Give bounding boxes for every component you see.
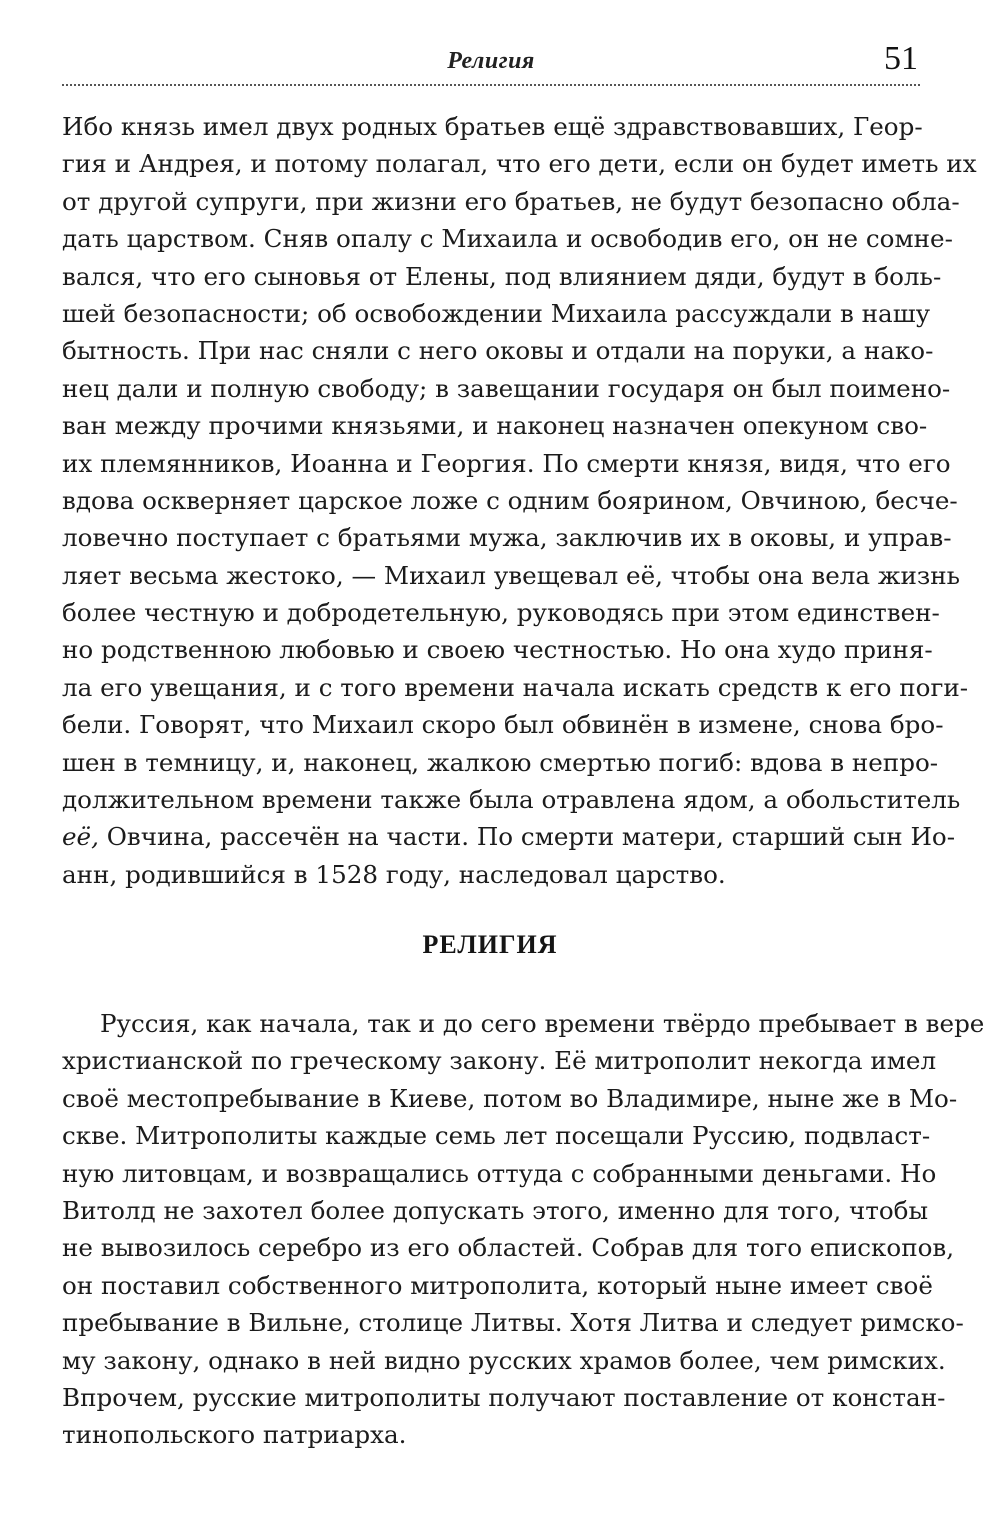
text-line: дать царством. Сняв опалу с Михаила и освободив его, он не сомне- xyxy=(62,224,953,254)
text-line: му закону, однако в ней видно русских храмов более, чем римских. xyxy=(62,1345,946,1375)
text-line: своё местопребывание в Киеве, потом во Владимире, ныне же в Мо- xyxy=(62,1083,958,1113)
text-line: ван между прочими князьями, и наконец назначен опекуном сво- xyxy=(62,411,928,441)
text-line: ла его увещания, и с того времени начала искать средств к его поги- xyxy=(62,672,969,702)
text-line: скве. Митрополиты каждые семь лет посещали Руссию, подвласт- xyxy=(62,1121,931,1151)
text-line: он поставил собственного митрополита, который ныне имеет своё xyxy=(62,1270,933,1300)
text-line-last: тинопольского патриарха. xyxy=(62,1420,407,1450)
running-title: Религия xyxy=(447,48,535,74)
text-line: Впрочем, русские митрополиты получают поставление от констан- xyxy=(62,1382,946,1412)
text-line-rest: Овчина, рассечён на части. По смерти матери, старший сын Ио- xyxy=(106,822,956,852)
section-heading: РЕЛИГИЯ xyxy=(422,930,558,959)
text-line-with-italic xyxy=(62,818,956,855)
text-line: шен в темницу, и, наконец, жалкою смертью погиб: вдова в непро- xyxy=(62,747,939,777)
text-line: ляет весьма жестоко, — Михаил увещевал её, чтобы она вела жизнь xyxy=(62,560,961,590)
text-line: Витолд не захотел более допускать этого, именно для того, чтобы xyxy=(62,1195,929,1225)
text-line: Ибо князь имел двух родных братьев ещё здравствовавших, Геор- xyxy=(62,112,923,141)
text-line: их племянников, Иоанна и Георгия. По смерти князя, видя, что его xyxy=(62,448,951,478)
text-line: более честную и добродетельную, руководясь при этом единствен- xyxy=(62,598,940,628)
text-line: нец дали и полную свободу; в завещании государя он был поимено- xyxy=(62,373,951,403)
text-line: вдова оскверняет царское ложе с одним боярином, Овчиною, бесче- xyxy=(62,485,958,515)
running-head xyxy=(62,40,920,86)
text-line: шей безопасности; об освобождении Михаила рассуждали в нашу xyxy=(62,298,931,328)
text-line: должительном времени также была отравлена ядом, а обольститель xyxy=(62,785,961,815)
text-line: христианской по греческому закону. Её митрополит некогда имел xyxy=(62,1046,937,1076)
text-line: не вывозилось серебро из его областей. Собрав для того епископов, xyxy=(62,1233,955,1263)
text-line-first: Руссия, как начала, так и до сего времени твёрдо пребывает в вере xyxy=(100,1009,985,1038)
italic-word: её, xyxy=(62,822,99,852)
text-line: ловечно поступает с братьями мужа, заключив их в оковы, и управ- xyxy=(62,523,952,553)
text-line: пребывание в Вильне, столице Литвы. Хотя Литва и следует римско- xyxy=(62,1308,964,1338)
text-line: ную литовцам, и возвращались оттуда с собранными деньгами. Но xyxy=(62,1158,937,1188)
text-line: бытность. При нас сняли с него оковы и отдали на поруки, а нако- xyxy=(62,336,934,366)
text-line: гия и Андрея, и потому полагал, что его дети, если он будет иметь их xyxy=(62,149,977,179)
text-line: но родственною любовью и своею честностью. Но она худо приня- xyxy=(62,635,933,665)
text-line: от другой супруги, при жизни его братьев, не будут безопасно обла- xyxy=(62,186,960,216)
text-line: вался, что его сыновья от Елены, под влиянием дяди, будут в боль- xyxy=(62,261,942,291)
paragraph-2 xyxy=(62,1005,985,1454)
text-line-last: анн, родившийся в 1528 году, наследовал царство. xyxy=(62,859,726,889)
text-line: бели. Говорят, что Михаил скоро был обвинён в измене, снова бро- xyxy=(62,710,944,740)
page-number: 51 xyxy=(884,40,918,77)
paragraph-1 xyxy=(62,108,977,893)
header-dotted-rule xyxy=(62,84,920,86)
